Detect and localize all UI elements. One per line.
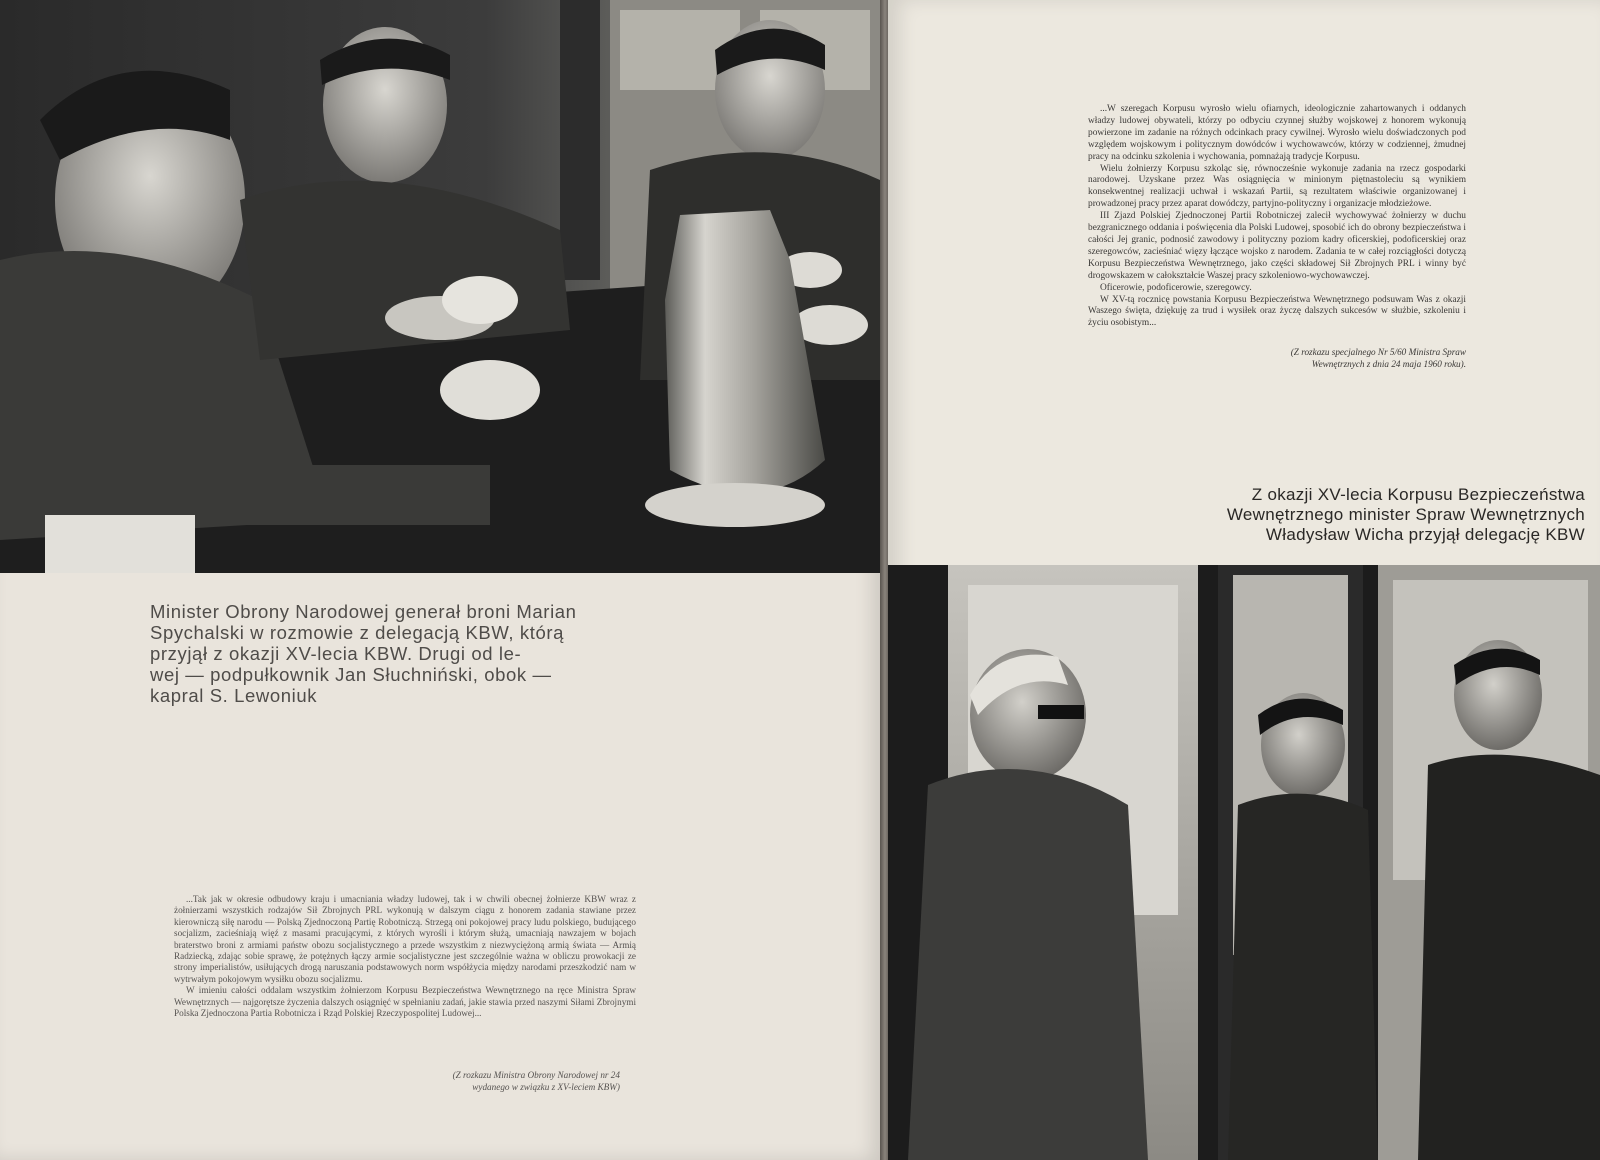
meeting-photo [0, 0, 882, 573]
interior-minister-quote [1088, 104, 1466, 330]
caption-line: przyjął z okazji XV-lecia KBW. Drugi od le- [150, 643, 522, 664]
source-line: Wewnętrznych z dnia 24 maja 1960 roku). [1311, 359, 1466, 369]
source-line: wydanego w związku z XV-leciem KBW) [472, 1082, 620, 1092]
quote-paragraph: ...W szeregach Korpusu wyrosło wielu ofiarnych, ideologicznie zahartowanych i oddanych władzy ludowej obywateli, którzy po odbyciu czynnej służby wojskowej z honorem wykonują powierzone im zadanie na różnych odcinkach pracy cywilnej. Wyrosło wielu doświadczonych pod względem wojskowym i politycznym dowódców i wychowawców, którzy w codziennej, żmudnej pracy na odcinku szkolenia i wychowania, pomnażają tradycje Korpusu. [1088, 104, 1466, 162]
defense-minister-quote-source [330, 1069, 620, 1093]
quote-paragraph: III Zjazd Polskiej Zjednoczonej Partii Robotniczej zalecił wychowywać żołnierzy w duchu bezgranicznego oddania i poświęcenia dla Polski Ludowej, sposobić ich do obrony bezpieczeństwa i całości Jej granic, podnosić zawodowy i polityczny poziom kadry oficerskiej, podoficerskiej oraz szeregowców, zacieśniać więzy łączące wojsko z narodem. Zadania te w całej rozciągłości dotyczą Korpusu Bezpieczeństwa Wewnętrznego, jako części składowej Sił Zbrojnych PRL i winny być drogowskazem w całokształcie Waszej pracy szkoleniowo-wychowawczej. [1088, 211, 1466, 281]
defense-minister-quote [174, 894, 636, 1019]
quote-paragraph: W imieniu całości oddalam wszystkim żołnierzom Korpusu Bezpieczeństwa Wewnętrznego na ręce Ministra Spraw Wewnętrznych — najgorętsze życzenia dalszych osiągnięć w spełnianiu zadań, jakie stawia przed naszymi Siłami Zbrojnymi Polska Zjednoczona Partia Robotnicza i Rząd Polskiej Rzeczypospolitej Ludowej... [174, 985, 636, 1019]
caption-line: Z okazji XV-lecia Korpusu Bezpieczeństwa [1251, 485, 1585, 504]
quote-paragraph: ...Tak jak w okresie odbudowy kraju i umacniania władzy ludowej, tak i w chwili obecnej żołnierze KBW wraz z żołnierzami wszystkich rodzajów Sił Zbrojnych PRL wykonują w dalszym ciągu z honorem zadania stawiane przez kierowniczą siłę narodu — Polską Zjednoczoną Partię Robotniczą. Strzegą oni pokojowej pracy ludu polskiego, budującego socjalizm, zacieśniają więź z masami pracującymi, z których wyrośli i którym służą, umacniają nawzajem w bojach braterstwo broni z armiami państw obozu socjalistycznego a przede wszystkim z niezwyciężoną armią świata — Armią Radziecką, zdając sobie sprawę, że potężnych łączy armie socjalistyczne jest szczególnie ważna w obliczu prowokacji ze strony imperialistów, usiłujących drogą naruszania podstawowych norm współżycia między narodami przeszkodzić nam w wytrwałym pokojowym wysiłku obozu socjalizmu. [174, 894, 636, 984]
caption-line: Wewnętrznego minister Spraw Wewnętrznych [1226, 505, 1585, 524]
interior-minister-quote-source [1240, 346, 1466, 370]
delegation-photo [888, 565, 1600, 1160]
delegation-photo-caption [1085, 485, 1585, 545]
meeting-photo-caption [150, 601, 670, 706]
source-line: (Z rozkazu Ministra Obrony Narodowej nr 24 [452, 1070, 620, 1080]
source-line: (Z rozkazu specjalnego Nr 5/60 Ministra Spraw [1290, 347, 1466, 357]
photo-meeting-icon [0, 0, 882, 573]
caption-line: Władysław Wicha przyjął delegację KBW [1265, 525, 1585, 544]
caption-line: Minister Obrony Narodowej generał broni Marian [150, 601, 577, 622]
caption-line: kapral S. Lewoniuk [150, 685, 318, 706]
photo-delegation-icon [888, 565, 1600, 1160]
quote-paragraph: Wielu żołnierzy Korpusu szkoląc się, równocześnie wykonuje zadania na rzecz gospodarki narodowej. Uzyskane przez Was osiągnięcia w minionym piętnastoleciu są wynikiem konsekwentnej realizacji uchwał i wskazań Partii, są rezultatem właściwie organizowanej i prowadzonej pracy przez aparat dowódczy, partyjno-polityczny i organizacje młodzieżowe. [1088, 163, 1466, 210]
quote-paragraph: W XV-tą rocznicę powstania Korpusu Bezpieczeństwa Wewnętrznego podsuwam Was z okazji Waszego święta, dziękuję za trud i wysiłek oraz życzę dalszych sukcesów w służbie, szkoleniu i życiu osobistym... [1088, 294, 1466, 329]
caption-line: Spychalski w rozmowie z delegacją KBW, którą [150, 622, 565, 643]
quote-paragraph: Oficerowie, podoficerowie, szeregowcy. [1100, 282, 1252, 293]
caption-line: wej — podpułkownik Jan Słuchniński, obok — [150, 664, 552, 685]
